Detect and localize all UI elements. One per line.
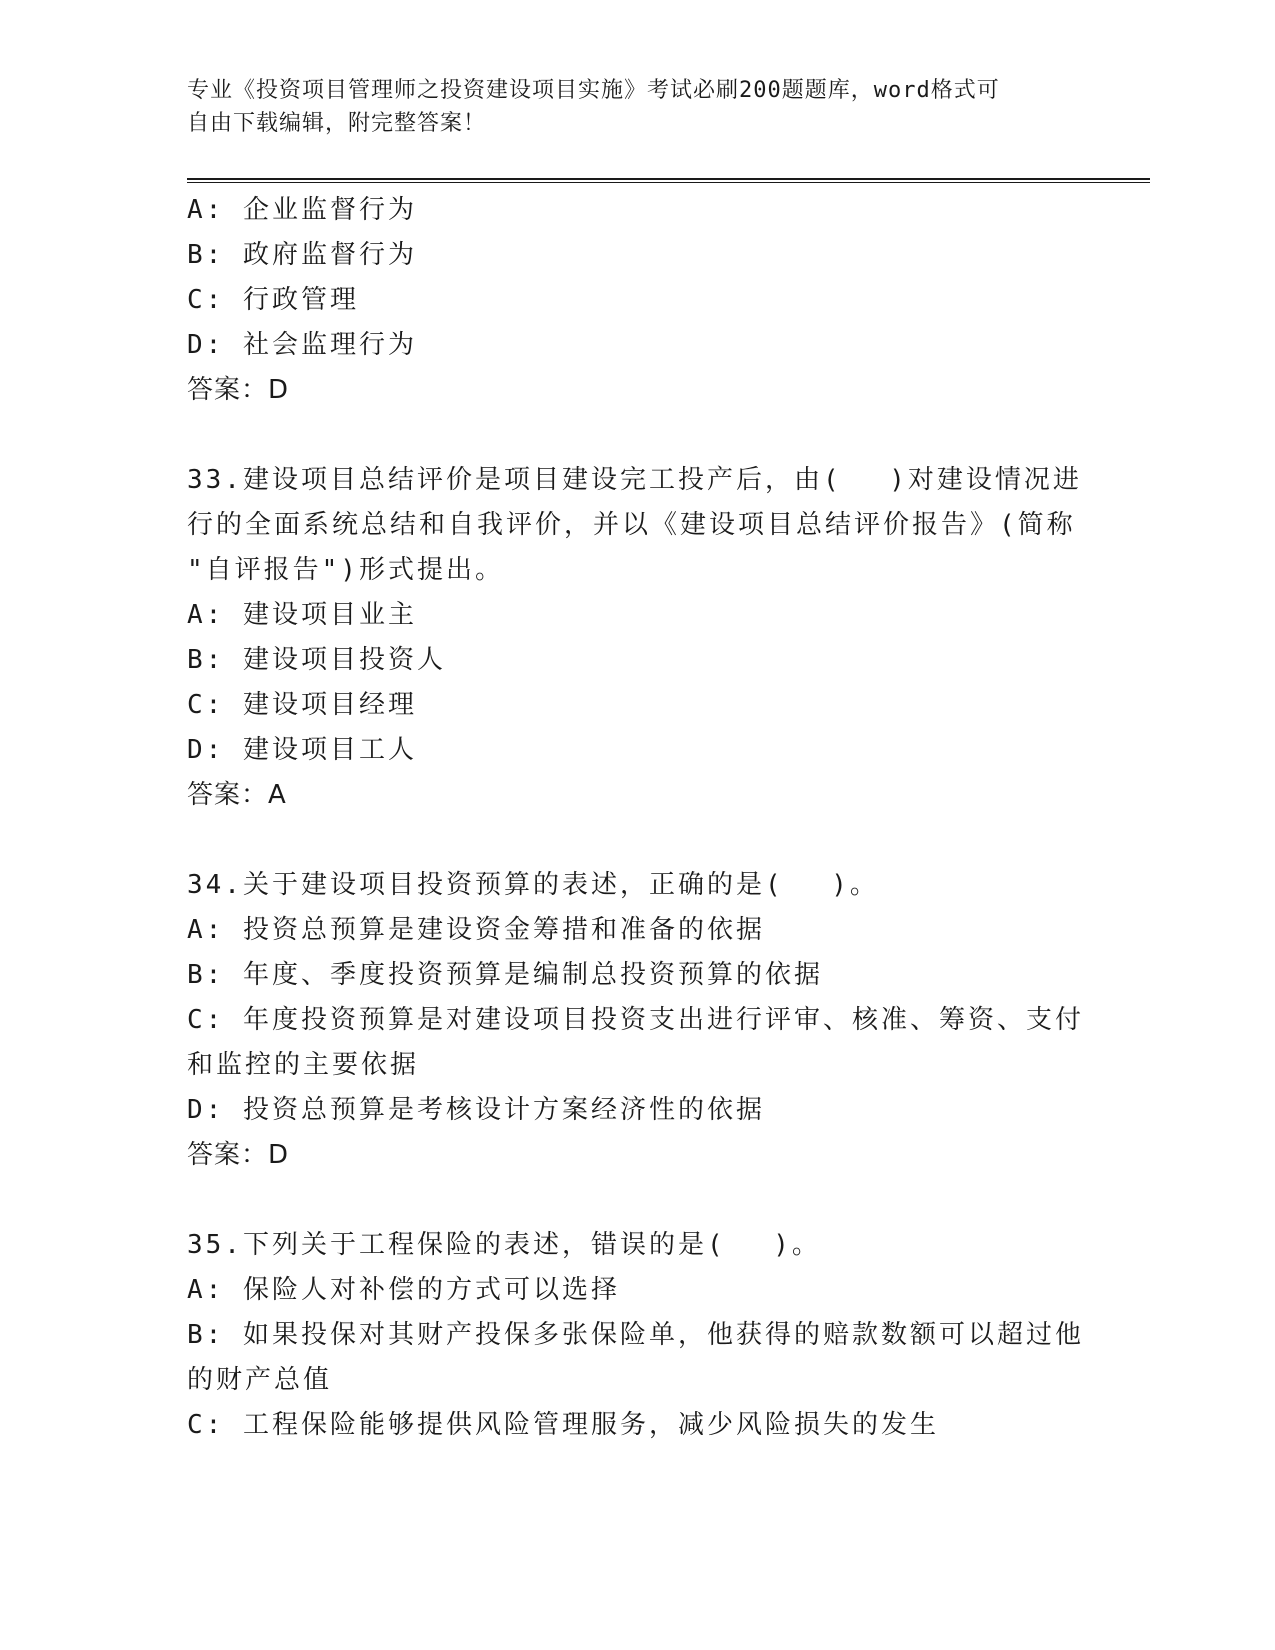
document-header — [187, 74, 1087, 140]
option-d: D: 社会监理行为 — [187, 330, 417, 360]
spacer — [187, 1178, 1087, 1223]
header-divider-thin — [187, 182, 1150, 183]
question-32 — [187, 188, 1087, 413]
header-divider-thick — [187, 178, 1150, 180]
header-line-2: 自由下载编辑，附完整答案！ — [187, 111, 487, 136]
question-stem-line: 35.下列关于工程保险的表述，错误的是( )。 — [187, 1230, 821, 1260]
question-stem-line: 33.建设项目总结评价是项目建设完工投产后，由( )对建设情况进 — [187, 465, 1082, 495]
option-c-continued: 和监控的主要依据 — [187, 1050, 420, 1080]
question-stem-line: 34.关于建设项目投资预算的表述，正确的是( )。 — [187, 870, 879, 900]
question-stem-line: 行的全面系统总结和自我评价，并以《建设项目总结评价报告》(简称 — [187, 510, 1076, 540]
header-line-1: 专业《投资项目管理师之投资建设项目实施》考试必刷200题题库，word格式可 — [187, 78, 1000, 103]
option-d: D: 投资总预算是考核设计方案经济性的依据 — [187, 1095, 765, 1125]
option-b: B: 建设项目投资人 — [187, 645, 446, 675]
question-35 — [187, 1223, 1087, 1448]
answer: 答案：D — [187, 375, 290, 405]
option-b: B: 年度、季度投资预算是编制总投资预算的依据 — [187, 960, 823, 990]
option-b-continued: 的财产总值 — [187, 1365, 333, 1395]
option-a: A: 建设项目业主 — [187, 600, 417, 630]
option-b: B: 如果投保对其财产投保多张保险单，他获得的赔款数额可以超过他 — [187, 1320, 1084, 1350]
answer: 答案：A — [187, 780, 287, 810]
spacer — [187, 818, 1087, 863]
option-c: C: 年度投资预算是对建设项目投资支出进行评审、核准、筹资、支付 — [187, 1005, 1084, 1035]
option-b: B: 政府监督行为 — [187, 240, 417, 270]
option-a: A: 投资总预算是建设资金筹措和准备的依据 — [187, 915, 765, 945]
question-34 — [187, 863, 1087, 1178]
question-33 — [187, 458, 1087, 818]
option-c: C: 工程保险能够提供风险管理服务，减少风险损失的发生 — [187, 1410, 939, 1440]
option-a: A: 保险人对补偿的方式可以选择 — [187, 1275, 620, 1305]
option-c: C: 建设项目经理 — [187, 690, 417, 720]
answer: 答案：D — [187, 1140, 290, 1170]
option-c: C: 行政管理 — [187, 285, 359, 315]
question-stem-line: "自评报告")形式提出。 — [187, 555, 504, 585]
spacer — [187, 413, 1087, 458]
question-list — [187, 188, 1087, 1448]
option-d: D: 建设项目工人 — [187, 735, 417, 765]
option-a: A: 企业监督行为 — [187, 195, 417, 225]
